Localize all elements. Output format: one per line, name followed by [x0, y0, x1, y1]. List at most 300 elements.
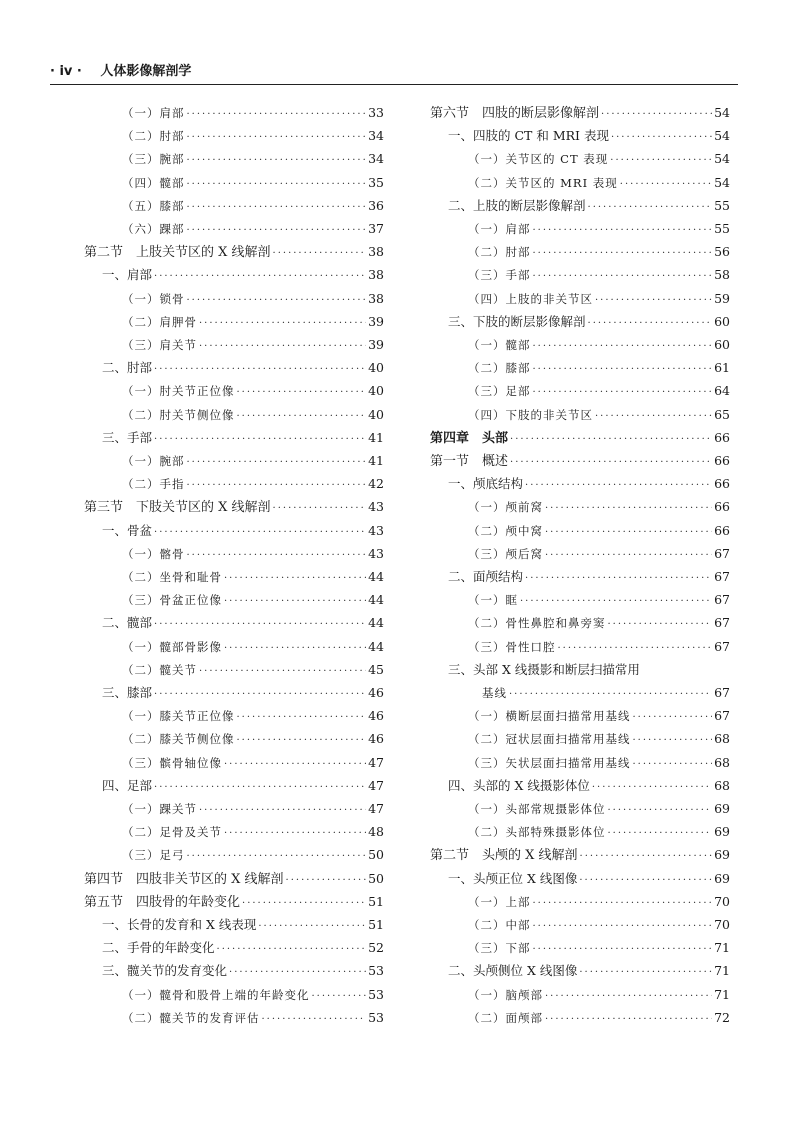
- toc-entry-title: （二）肩胛骨: [122, 314, 197, 329]
- toc-entry-page: 67: [714, 545, 730, 561]
- toc-entry[interactable]: [84, 265, 384, 285]
- toc-entry-title: 四、头部的 X 线摄影体位: [448, 777, 590, 793]
- toc-entry[interactable]: [430, 660, 730, 680]
- toc-entry-title: （三）矢状层面扫描常用基线: [468, 755, 631, 770]
- dot-leader: [187, 847, 367, 867]
- toc-entry[interactable]: [84, 103, 384, 123]
- toc-entry[interactable]: [84, 1008, 384, 1028]
- toc-entry[interactable]: [430, 265, 730, 285]
- toc-entry[interactable]: [430, 729, 730, 749]
- toc-entry-page: 70: [714, 893, 730, 909]
- toc-entry-page: 66: [714, 453, 730, 468]
- toc-entry[interactable]: [430, 845, 730, 865]
- dot-leader: [510, 453, 712, 473]
- dot-leader: [545, 987, 712, 1007]
- toc-entry[interactable]: [430, 961, 730, 981]
- dot-leader: [217, 940, 367, 960]
- dot-leader: [187, 476, 367, 496]
- toc-entry-title: 第四章 头部: [430, 430, 509, 446]
- toc-entry-page: 55: [714, 197, 730, 213]
- toc-entry[interactable]: [84, 497, 384, 517]
- toc-entry-page: 47: [368, 754, 384, 770]
- toc-entry[interactable]: [430, 544, 730, 564]
- toc-entry-page: 38: [368, 244, 384, 260]
- toc-entry-title: （三）腕部: [122, 152, 185, 167]
- dot-leader: [592, 778, 712, 798]
- toc-entry[interactable]: [430, 474, 730, 494]
- dot-leader: [187, 221, 367, 241]
- dot-leader: [533, 360, 713, 380]
- toc-entry-title: （一）髋部: [468, 338, 531, 352]
- dot-leader: [187, 546, 367, 566]
- toc-entry-page: 70: [714, 917, 730, 932]
- toc-entry-page: 60: [714, 313, 730, 329]
- toc-entry-title: （一）肩部: [122, 106, 185, 120]
- dot-leader: [533, 917, 713, 937]
- dot-leader: [633, 755, 713, 775]
- dot-leader: [154, 360, 366, 380]
- toc-entry[interactable]: [84, 753, 384, 773]
- dot-leader: [608, 615, 713, 635]
- toc-entry-title: 三、手部: [102, 429, 153, 445]
- toc-entry[interactable]: [430, 915, 730, 935]
- toc-entry-page: 38: [368, 290, 384, 306]
- toc-entry-title: （二）骨性鼻腔和鼻旁窦: [468, 616, 606, 631]
- toc-entry-page: 39: [368, 313, 384, 329]
- toc-entry-page: 58: [714, 267, 730, 283]
- toc-entry-page: 53: [368, 1009, 384, 1025]
- dot-leader: [187, 291, 367, 311]
- toc-entry-page: 38: [368, 267, 384, 283]
- toc-entry-page: 40: [368, 406, 384, 422]
- toc-entry-title: （六）踝部: [122, 222, 185, 236]
- toc-entry-page: 34: [368, 151, 384, 167]
- toc-entry-title: 三、膝部: [102, 685, 153, 700]
- toc-entry[interactable]: [84, 381, 384, 401]
- toc-entry[interactable]: [84, 799, 384, 819]
- dot-leader: [608, 801, 713, 821]
- toc-entry-title: 二、手骨的年龄变化: [102, 940, 215, 956]
- toc-entry-title: （二）足骨及关节: [122, 825, 222, 840]
- dot-leader: [224, 755, 366, 775]
- dot-leader: [558, 639, 713, 659]
- dot-leader: [154, 615, 366, 635]
- toc-entry-page: 47: [368, 801, 384, 816]
- toc-entry[interactable]: [84, 637, 384, 657]
- toc-entry-title: （二）关节区的 MRI 表现: [468, 175, 618, 190]
- toc-entry-title: （一）腕部: [122, 454, 185, 468]
- toc-entry-title: 第六节 四肢的断层影像解剖: [430, 106, 600, 121]
- toc-entry-page: 51: [368, 893, 384, 909]
- toc-entry[interactable]: [430, 822, 730, 842]
- toc-entry-page: 66: [714, 429, 730, 445]
- toc-entry-page: 54: [714, 151, 730, 167]
- toc-entry-page: 60: [714, 337, 730, 352]
- dot-leader: [154, 267, 366, 287]
- toc-entry[interactable]: [84, 335, 384, 355]
- toc-entry-page: 47: [368, 777, 384, 793]
- toc-entry[interactable]: [84, 938, 384, 958]
- toc-entry-title: （二）头部特殊摄影体位: [468, 825, 606, 840]
- toc-entry-title: （四）髋部: [122, 175, 185, 190]
- toc-entry-title: 二、髋部: [102, 615, 153, 631]
- toc-entry-title: （三）骨性口腔: [468, 639, 556, 654]
- dot-leader: [633, 731, 713, 751]
- dot-leader: [154, 523, 366, 543]
- toc-entry[interactable]: [430, 799, 730, 819]
- dot-leader: [258, 917, 366, 937]
- toc-entry-title: 二、头颅侧位 X 线图像: [448, 963, 578, 979]
- dot-leader: [262, 1010, 367, 1030]
- toc-entry-title: （二）髋关节: [122, 662, 197, 677]
- dot-leader: [187, 151, 367, 171]
- dot-leader: [242, 894, 366, 914]
- toc-entry[interactable]: [84, 822, 384, 842]
- toc-entry-page: 65: [714, 406, 730, 422]
- toc-entry[interactable]: [84, 474, 384, 494]
- toc-entry-page: 68: [714, 731, 730, 747]
- toc-entry[interactable]: [84, 289, 384, 309]
- toc-entry[interactable]: [430, 335, 730, 355]
- dot-leader: [199, 662, 366, 682]
- toc-entry-title: （二）冠状层面扫描常用基线: [468, 732, 631, 747]
- toc-entry-page: 51: [368, 917, 384, 932]
- dot-leader: [199, 337, 366, 357]
- toc-entry[interactable]: [430, 381, 730, 401]
- toc-entry-page: 69: [714, 824, 730, 840]
- toc-entry-page: 67: [714, 592, 730, 608]
- toc-entry[interactable]: [430, 219, 730, 239]
- toc-entry[interactable]: [84, 869, 384, 889]
- toc-entry-page: 53: [368, 963, 384, 979]
- toc-entry[interactable]: [84, 683, 384, 703]
- dot-leader: [620, 175, 712, 195]
- toc-entry[interactable]: [84, 985, 384, 1005]
- toc-entry-page: 37: [368, 221, 384, 236]
- dot-leader: [525, 476, 712, 496]
- toc-entry-page: 66: [714, 476, 730, 492]
- dot-leader: [533, 267, 713, 287]
- toc-entry[interactable]: [84, 219, 384, 239]
- dot-leader: [273, 499, 367, 519]
- dot-leader: [525, 569, 712, 589]
- toc-entry-title: （三）骨盆正位像: [122, 593, 222, 608]
- toc-entry-title: 一、骨盆: [102, 522, 153, 538]
- toc-entry-title: （二）面颅部: [468, 1010, 543, 1025]
- dot-leader: [187, 175, 367, 195]
- toc-entry-page: 68: [714, 754, 730, 770]
- toc-entry-title: 一、肩部: [102, 267, 153, 283]
- toc-entry-title: 第四节 四肢非关节区的 X 线解剖: [84, 871, 284, 887]
- toc-entry[interactable]: [430, 196, 730, 216]
- toc-entry-page: 43: [368, 499, 384, 515]
- toc-entry-page: 40: [368, 383, 384, 399]
- dot-leader: [224, 824, 366, 844]
- toc-entry[interactable]: [84, 660, 384, 680]
- toc-entry[interactable]: [84, 729, 384, 749]
- toc-entry-page: 41: [368, 453, 384, 468]
- dot-leader: [224, 592, 366, 612]
- toc-entry[interactable]: [84, 521, 384, 541]
- toc-entry[interactable]: [84, 567, 384, 587]
- toc-entry[interactable]: [430, 521, 730, 541]
- toc-entry[interactable]: [430, 567, 730, 587]
- toc-entry-title: （二）肘关节侧位像: [122, 407, 235, 422]
- toc-entry-page: 46: [368, 708, 384, 724]
- page-number: · iv ·: [50, 64, 82, 79]
- toc-entry-title: 二、面颅结构: [448, 569, 524, 584]
- toc-entry-title: （三）足部: [468, 384, 531, 399]
- toc-entry[interactable]: [84, 242, 384, 262]
- toc-entry-title: （一）髋部骨影像: [122, 639, 222, 654]
- toc-entry[interactable]: [430, 312, 730, 332]
- toc-entry-title: （五）膝部: [122, 198, 185, 213]
- toc-entry[interactable]: [430, 289, 730, 309]
- toc-entry[interactable]: [430, 938, 730, 958]
- toc-entry[interactable]: [84, 149, 384, 169]
- toc-entry[interactable]: [84, 845, 384, 865]
- toc-entry[interactable]: [84, 405, 384, 425]
- toc-entry[interactable]: [430, 637, 730, 657]
- book-title: 人体影像解剖学: [100, 64, 192, 79]
- toc-entry[interactable]: [84, 613, 384, 633]
- toc-entry-page: 46: [368, 731, 384, 747]
- toc-entry-page: 35: [368, 174, 384, 190]
- toc-entry-page: 56: [714, 244, 730, 260]
- toc-entry-page: 54: [714, 174, 730, 190]
- toc-entry-title: （三）肩关节: [122, 338, 197, 352]
- dot-leader: [580, 847, 713, 867]
- dot-leader: [510, 430, 712, 450]
- dot-leader: [224, 639, 366, 659]
- toc-entry-page: 69: [714, 870, 730, 886]
- dot-leader: [312, 987, 367, 1007]
- dot-leader: [224, 569, 366, 589]
- dot-leader: [533, 894, 713, 914]
- toc-entry-title: 一、颅底结构: [448, 476, 524, 492]
- toc-entry-page: 44: [368, 592, 384, 608]
- toc-entry-title: （一）膝关节正位像: [122, 709, 235, 724]
- toc-entry-title: （二）肘部: [122, 129, 185, 144]
- toc-entry-title: （二）膝部: [468, 361, 531, 376]
- toc-entry[interactable]: [84, 776, 384, 796]
- toc-entry[interactable]: [430, 149, 730, 169]
- toc-entry-title: （一）踝关节: [122, 802, 197, 816]
- toc-entry-title: 一、长骨的发育和 X 线表现: [102, 917, 257, 932]
- toc-entry-page: 71: [714, 986, 730, 1002]
- dot-leader: [533, 221, 713, 241]
- dot-leader: [611, 128, 712, 148]
- toc-entry-title: 第三节 下肢关节区的 X 线解剖: [84, 500, 271, 516]
- dot-leader: [545, 546, 712, 566]
- toc-entry-page: 53: [368, 986, 384, 1002]
- dot-leader: [187, 105, 367, 125]
- toc-entry-page: 50: [368, 847, 384, 863]
- toc-entry[interactable]: [430, 590, 730, 610]
- toc-entry-page: 43: [368, 522, 384, 538]
- toc-entry[interactable]: [430, 242, 730, 262]
- dot-leader: [509, 685, 712, 705]
- toc-entry[interactable]: [84, 892, 384, 912]
- dot-leader: [545, 1010, 712, 1030]
- dot-leader: [610, 151, 712, 171]
- toc-entry[interactable]: [84, 312, 384, 332]
- toc-entry-page: 64: [714, 383, 730, 399]
- toc-entry[interactable]: [430, 613, 730, 633]
- dot-leader: [579, 871, 712, 891]
- toc-entry-title: （一）横断层面扫描常用基线: [468, 709, 631, 724]
- dot-leader: [199, 801, 366, 821]
- toc-entry-title: （一）肘关节正位像: [122, 384, 235, 399]
- toc-entry-title: （四）上肢的非关节区: [468, 291, 593, 306]
- toc-entry-title: （一）肩部: [468, 222, 531, 236]
- dot-leader: [237, 708, 367, 728]
- toc-entry[interactable]: [430, 706, 730, 726]
- dot-leader: [533, 244, 713, 264]
- running-header: [50, 62, 738, 82]
- toc-entry[interactable]: [430, 126, 730, 146]
- toc-entry-page: 61: [714, 360, 730, 376]
- toc-entry-page: 67: [714, 615, 730, 631]
- dot-leader: [533, 383, 713, 403]
- dot-leader: [545, 523, 712, 543]
- dot-leader: [633, 708, 713, 728]
- toc-entry-title: 二、肘部: [102, 360, 153, 376]
- toc-entry-page: 41: [368, 429, 384, 445]
- toc-entry[interactable]: [430, 405, 730, 425]
- dot-leader: [588, 198, 713, 218]
- toc-entry[interactable]: [430, 985, 730, 1005]
- toc-entry-title: （二）颅中窝: [468, 523, 543, 538]
- toc-entry-title: （三）髌骨轴位像: [122, 755, 222, 770]
- toc-entry-title: （一）上部: [468, 894, 531, 909]
- toc-entry-page: 52: [368, 940, 384, 956]
- toc-entry-title: （二）髋关节的发育评估: [122, 1010, 260, 1025]
- dot-leader: [199, 314, 366, 334]
- toc-entry[interactable]: [84, 706, 384, 726]
- toc-entry[interactable]: [84, 428, 384, 448]
- toc-entry-title: （一）锁骨: [122, 291, 185, 306]
- toc-entry-page: 69: [714, 847, 730, 863]
- dot-leader: [545, 499, 712, 519]
- toc-entry[interactable]: [430, 451, 730, 471]
- toc-entry-page: 42: [368, 476, 384, 492]
- toc-entry[interactable]: [84, 196, 384, 216]
- toc-entry-title: 第一节 概述: [430, 454, 509, 469]
- toc-entry-title: 四、足部: [102, 777, 153, 793]
- dot-leader: [187, 198, 367, 218]
- dot-leader: [601, 105, 712, 125]
- toc-entry-title: 三、下肢的断层影像解剖: [448, 313, 586, 329]
- toc-entry-page: 40: [368, 360, 384, 376]
- toc-entry-title: （三）手部: [468, 268, 531, 283]
- dot-leader: [579, 963, 712, 983]
- toc-entry-page: 67: [714, 638, 730, 654]
- toc-entry[interactable]: [430, 497, 730, 517]
- toc-entry-page: 36: [368, 197, 384, 213]
- dot-leader: [520, 592, 712, 612]
- toc-entry-page: 67: [714, 569, 730, 584]
- dot-leader: [237, 407, 367, 427]
- toc-entry[interactable]: [84, 451, 384, 471]
- toc-entry-page: 45: [368, 661, 384, 677]
- toc-entry-title: （三）下部: [468, 941, 531, 956]
- toc-entry-page: 67: [714, 685, 730, 700]
- toc-entry[interactable]: [430, 1008, 730, 1028]
- toc-entry[interactable]: [84, 915, 384, 935]
- toc-entry-page: 43: [368, 545, 384, 561]
- dot-leader: [533, 337, 713, 357]
- dot-leader: [533, 940, 713, 960]
- toc-entry-title: 第五节 四肢骨的年龄变化: [84, 894, 241, 910]
- toc-entry-page: 59: [714, 290, 730, 306]
- toc-entry-page: 44: [368, 569, 384, 584]
- toc-entry[interactable]: [430, 753, 730, 773]
- toc-entry-page: 67: [714, 708, 730, 724]
- toc-entry-title: （二）手指: [122, 477, 185, 492]
- toc-entry[interactable]: [430, 358, 730, 378]
- toc-entry-page: 44: [368, 615, 384, 631]
- toc-entry-title: （二）肘部: [468, 245, 531, 260]
- toc-entry-title: （四）下肢的非关节区: [468, 407, 593, 422]
- toc-entry[interactable]: [430, 173, 730, 193]
- dot-leader: [154, 430, 366, 450]
- toc-entry-title: （一）脑颅部: [468, 987, 543, 1002]
- toc-entry-page: 39: [368, 337, 384, 352]
- dot-leader: [187, 128, 367, 148]
- toc-entry[interactable]: [430, 683, 730, 703]
- toc-entry-page: 68: [714, 777, 730, 793]
- toc-entry-title: （三）颅后窝: [468, 546, 543, 561]
- toc-entry-title: 一、四肢的 CT 和 MRI 表现: [448, 128, 609, 144]
- toc-entry-title: （三）足弓: [122, 848, 185, 863]
- toc-entry-title: （一）关节区的 CT 表现: [468, 152, 609, 167]
- toc-entry[interactable]: [430, 776, 730, 796]
- toc-entry[interactable]: [84, 173, 384, 193]
- dot-leader: [608, 824, 713, 844]
- toc-entry-page: 44: [368, 638, 384, 654]
- toc-entry[interactable]: [430, 869, 730, 889]
- toc-entry-page: 54: [714, 128, 730, 144]
- toc-entry-page: 72: [714, 1009, 730, 1025]
- dot-leader: [588, 314, 713, 334]
- toc-entry-title: （一）眶: [468, 593, 518, 608]
- toc-entry[interactable]: [84, 961, 384, 981]
- toc-entry-title: 二、上肢的断层影像解剖: [448, 197, 586, 213]
- toc-entry-title: 三、头部 X 线摄影和断层扫描常用: [448, 661, 640, 677]
- toc-entry-page: 66: [714, 499, 730, 515]
- toc-entry-title: （一）颅前窝: [468, 500, 543, 515]
- toc-entry-title: （一）头部常规摄影体位: [468, 802, 606, 816]
- toc-entry[interactable]: [84, 590, 384, 610]
- toc-entry-title: （一）髋骨和股骨上端的年龄变化: [122, 987, 310, 1002]
- toc-entry-title: 基线: [482, 686, 507, 700]
- toc-entry[interactable]: [430, 892, 730, 912]
- toc-entry[interactable]: [84, 358, 384, 378]
- toc-entry-title: （二）坐骨和耻骨: [122, 570, 222, 584]
- dot-leader: [595, 291, 712, 311]
- toc-entry[interactable]: [430, 428, 730, 448]
- toc-entry-page: 33: [368, 105, 384, 120]
- toc-entry-title: （一）髂骨: [122, 546, 185, 561]
- toc-entry-title: （二）中部: [468, 918, 531, 932]
- toc-entry[interactable]: [84, 544, 384, 564]
- dot-leader: [286, 871, 367, 891]
- toc-entry[interactable]: [430, 103, 730, 123]
- dot-leader: [154, 778, 366, 798]
- toc-entry[interactable]: [84, 126, 384, 146]
- dot-leader: [229, 963, 366, 983]
